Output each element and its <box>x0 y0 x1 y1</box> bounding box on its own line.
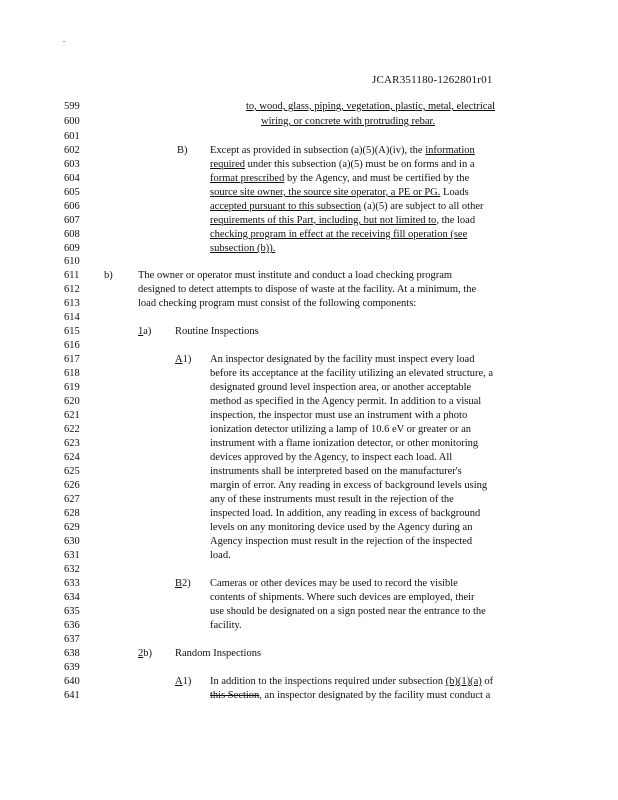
text-line: any of these instruments must result in the rejection of the <box>210 494 454 505</box>
line-number: 631 <box>64 550 80 561</box>
text-line: Cameras or other devices may be used to record the visible <box>210 578 458 589</box>
line-number: 618 <box>64 368 80 379</box>
line-number: 613 <box>64 298 80 309</box>
line-number: 600 <box>64 116 80 127</box>
text-line: contents of shipments. Where such devices are employed, their <box>210 592 475 603</box>
text-line: designated ground level inspection area, or another acceptable <box>210 382 472 393</box>
item-label: A1) <box>175 354 192 365</box>
line-number: 616 <box>64 340 80 351</box>
text-line: to, wood, glass, piping, vegetation, plastic, metal, electrical <box>246 101 496 112</box>
line-number: 615 <box>64 326 80 337</box>
text-line: requirements of this Part, including, but not limited to, the load <box>210 215 476 226</box>
text-line: facility. <box>210 620 242 631</box>
text-line: In addition to the inspections required under subsection (b)(1)(a) of <box>210 676 494 687</box>
text-line: An inspector designated by the facility must inspect every load <box>210 354 475 365</box>
line-number: 641 <box>64 690 80 701</box>
line-number: 605 <box>64 187 80 198</box>
margin-mark: . <box>63 35 65 44</box>
line-number: 606 <box>64 201 80 212</box>
text-line: inspected load. In addition, any reading in excess of background <box>210 508 481 519</box>
line-number: 621 <box>64 410 80 421</box>
text-line: The owner or operator must institute and conduct a load checking program <box>138 270 453 281</box>
text-line: devices approved by the Agency, to inspect each load. All <box>210 452 453 463</box>
text-line: instrument with a flame ionization detector, or other monitoring <box>210 438 479 449</box>
text-line: wiring, or concrete with protruding rebar. <box>261 116 436 127</box>
line-number: 624 <box>64 452 80 463</box>
line-number: 632 <box>64 564 80 575</box>
line-number: 625 <box>64 466 80 477</box>
text-line: method as specified in the Agency permit. In addition to a visual <box>210 396 482 407</box>
text-line: subsection (b)). <box>210 243 276 254</box>
line-number: 635 <box>64 606 80 617</box>
line-number: 601 <box>64 131 80 142</box>
line-number: 619 <box>64 382 80 393</box>
line-number: 620 <box>64 396 80 407</box>
item-label: 2b) <box>138 648 152 659</box>
line-number: 609 <box>64 243 80 254</box>
line-number: 612 <box>64 284 80 295</box>
line-number: 622 <box>64 424 80 435</box>
line-number: 602 <box>64 145 80 156</box>
line-number: 607 <box>64 215 80 226</box>
line-number: 640 <box>64 676 80 687</box>
line-number: 604 <box>64 173 80 184</box>
item-label: b) <box>104 270 113 281</box>
text-line: use should be designated on a sign posted near the entrance to the <box>210 606 486 617</box>
item-label: 1a) <box>138 326 152 337</box>
item-label: B) <box>177 145 188 156</box>
line-number: 608 <box>64 229 80 240</box>
section-title: Random Inspections <box>175 648 262 659</box>
text-line: before its acceptance at the facility utilizing an elevated structure, a <box>210 368 494 379</box>
text-line: ionization detector utilizing a lamp of 10.6 eV or greater or an <box>210 424 472 435</box>
text-line: Agency inspection must result in the rejection of the inspected <box>210 536 473 547</box>
text-line: levels on any monitoring device used by the Agency during an <box>210 522 473 533</box>
text-line: Except as provided in subsection (a)(5)(A)(iv), the information <box>210 145 475 156</box>
item-label: B2) <box>175 578 191 589</box>
line-number: 614 <box>64 312 80 323</box>
line-number: 638 <box>64 648 80 659</box>
text-line: source site owner, the source site operator, a PE or PG. Loads <box>210 187 469 198</box>
text-line: instruments shall be interpreted based on the manufacturer's <box>210 466 462 477</box>
text-line: load. <box>210 550 231 561</box>
line-number: 627 <box>64 494 80 505</box>
line-number: 633 <box>64 578 80 589</box>
text-line: checking program in effect at the receiving fill operation (see <box>210 229 468 240</box>
text-line: required under this subsection (a)(5) must be on forms and in a <box>210 159 475 170</box>
line-number: 623 <box>64 438 80 449</box>
section-title: Routine Inspections <box>175 326 259 337</box>
line-number: 617 <box>64 354 80 365</box>
line-number: 637 <box>64 634 80 645</box>
text-line: designed to detect attempts to dispose of waste at the facility. At a minimum, the <box>138 284 477 295</box>
line-number: 610 <box>64 256 80 267</box>
text-line: load checking program must consist of the following components: <box>138 298 417 309</box>
line-number: 630 <box>64 536 80 547</box>
line-number: 626 <box>64 480 80 491</box>
line-number: 628 <box>64 508 80 519</box>
page-header: JCAR351180-1262801r01 <box>372 74 493 86</box>
text-line: margin of error. Any reading in excess of background levels using <box>210 480 488 491</box>
line-number: 639 <box>64 662 80 673</box>
line-number: 611 <box>64 270 80 281</box>
line-number: 599 <box>64 101 80 112</box>
text-line: inspection, the inspector must use an instrument with a photo <box>210 410 468 421</box>
line-number: 603 <box>64 159 80 170</box>
text-line: format prescribed by the Agency, and must be certified by the <box>210 173 470 184</box>
item-label: A1) <box>175 676 192 687</box>
line-number: 634 <box>64 592 80 603</box>
line-number: 629 <box>64 522 80 533</box>
text-line: this Section, an inspector designated by the facility must conduct a <box>210 690 491 701</box>
line-number: 636 <box>64 620 80 631</box>
text-line: accepted pursuant to this subsection (a)(5) are subject to all other <box>210 201 484 212</box>
